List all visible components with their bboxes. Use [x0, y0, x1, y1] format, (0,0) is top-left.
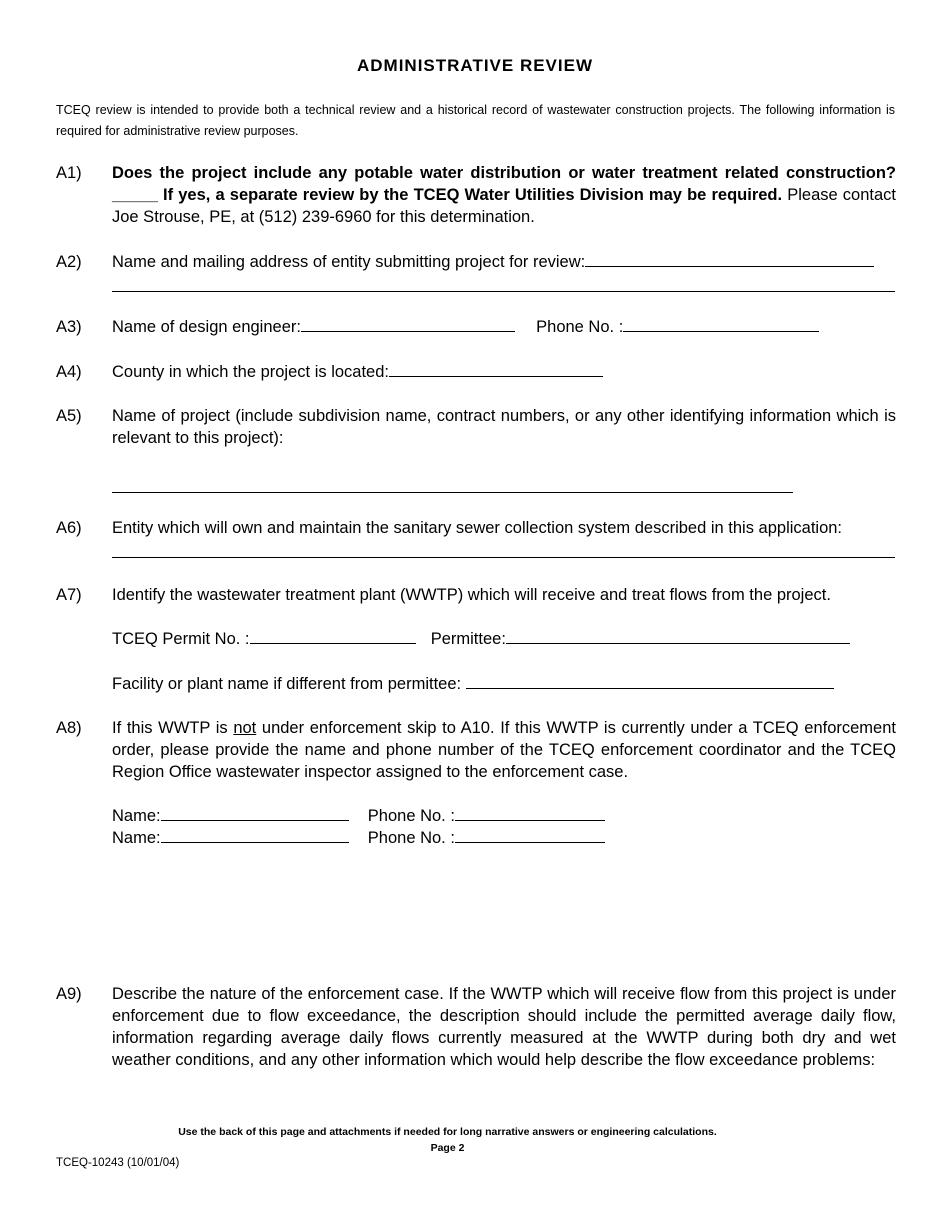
design-engineer-field[interactable] — [301, 316, 515, 332]
inspector-name-field[interactable] — [161, 827, 349, 843]
question-a6 — [56, 517, 896, 539]
question-a3 — [56, 316, 896, 338]
permit-label: TCEQ Permit No. : — [112, 630, 250, 648]
inspector-phone-field[interactable] — [455, 827, 605, 843]
a8-text-pre: If this WWTP is — [112, 719, 228, 737]
contact-row-1 — [112, 805, 605, 827]
coordinator-name-field[interactable] — [161, 805, 349, 821]
page-title: ADMINISTRATIVE REVIEW — [356, 56, 594, 75]
a3-label: Name of design engineer: — [112, 318, 301, 336]
footer-note: Use the back of this page and attachments if needed for long narrative answers or engineering calculations. — [178, 1126, 717, 1138]
question-number: A6) — [56, 519, 82, 537]
a2-address-field[interactable] — [112, 290, 895, 292]
phone-label: Phone No. : — [367, 829, 455, 847]
a8-text-underlined: not — [233, 719, 257, 737]
form-id: TCEQ-10243 (10/01/04) — [56, 1157, 180, 1169]
phone-label: Phone No. : — [367, 807, 455, 825]
facility-row — [112, 673, 834, 695]
a1-answer-blank[interactable]: _____ — [112, 186, 158, 204]
question-a9 — [56, 983, 896, 1071]
a1-note: Please contact Joe Strouse, PE, at (512) 239-6960 for this determination. — [112, 186, 896, 226]
question-a1 — [56, 162, 896, 228]
contact-row-2 — [112, 827, 605, 849]
question-a8 — [56, 717, 896, 783]
question-number: A2) — [56, 253, 82, 271]
name-label: Name: — [112, 807, 161, 825]
question-number: A1) — [56, 164, 82, 182]
question-number: A8) — [56, 719, 82, 737]
permittee-field[interactable] — [506, 628, 850, 644]
question-number: A7) — [56, 586, 82, 604]
project-name-field[interactable] — [112, 491, 793, 493]
facility-label: Facility or plant name if different from permittee: — [112, 675, 462, 693]
permit-row — [112, 628, 850, 650]
a1-question: Does the project include any potable water distribution or water treatment related construction? — [112, 164, 896, 182]
question-number: A4) — [56, 363, 82, 381]
question-a2 — [56, 251, 896, 273]
question-number: A9) — [56, 985, 82, 1003]
question-number: A5) — [56, 407, 82, 425]
a4-label: County in which the project is located: — [112, 363, 389, 381]
a2-entity-field[interactable] — [585, 251, 874, 267]
a5-label: Name of project (include subdivision name, contract numbers, or any other identifying information which is relevant to this project): — [112, 407, 896, 447]
a6-label: Entity which will own and maintain the sanitary sewer collection system described in this application: — [112, 519, 843, 537]
coordinator-phone-field[interactable] — [455, 805, 605, 821]
question-number: A3) — [56, 318, 82, 336]
question-a7 — [56, 584, 896, 606]
question-a4 — [56, 361, 896, 383]
a7-label: Identify the wastewater treatment plant (WWTP) which will receive and treat flows from the project. — [112, 586, 831, 604]
page-number: Page 2 — [430, 1142, 465, 1154]
engineer-phone-field[interactable] — [623, 316, 819, 332]
a9-text: Describe the nature of the enforcement case. If the WWTP which will receive flow from this project is under enforcement due to flow exceedance, the description should include the permitted average daily flow, information regarding average daily flows currently measured at the WWTP during both dry and wet weather conditions, and any other information which would help describe the flow exceedance problems: — [112, 985, 896, 1069]
facility-name-field[interactable] — [466, 673, 834, 689]
county-field[interactable] — [389, 361, 603, 377]
a3-phone-label: Phone No. : — [536, 318, 624, 336]
name-label: Name: — [112, 829, 161, 847]
a2-label: Name and mailing address of entity submitting project for review: — [112, 253, 586, 271]
permittee-label: Permittee: — [430, 630, 506, 648]
question-a5 — [56, 405, 896, 449]
a8-text-post: under enforcement skip to A10. If this WWTP is currently under a TCEQ enforcement order, please provide the name and phone number of the TCEQ enforcement coordinator and the TCEQ Region Office wastewater inspector assigned to the enforcement case. — [112, 719, 896, 781]
permit-number-field[interactable] — [250, 628, 416, 644]
owner-entity-field[interactable] — [112, 556, 895, 558]
intro-paragraph: TCEQ review is intended to provide both a technical review and a historical record of wastewater construction projects. The following information is required for administrative review purposes. — [56, 103, 895, 138]
a1-note-bold: If yes, a separate review by the TCEQ Water Utilities Division may be required. — [163, 186, 783, 204]
